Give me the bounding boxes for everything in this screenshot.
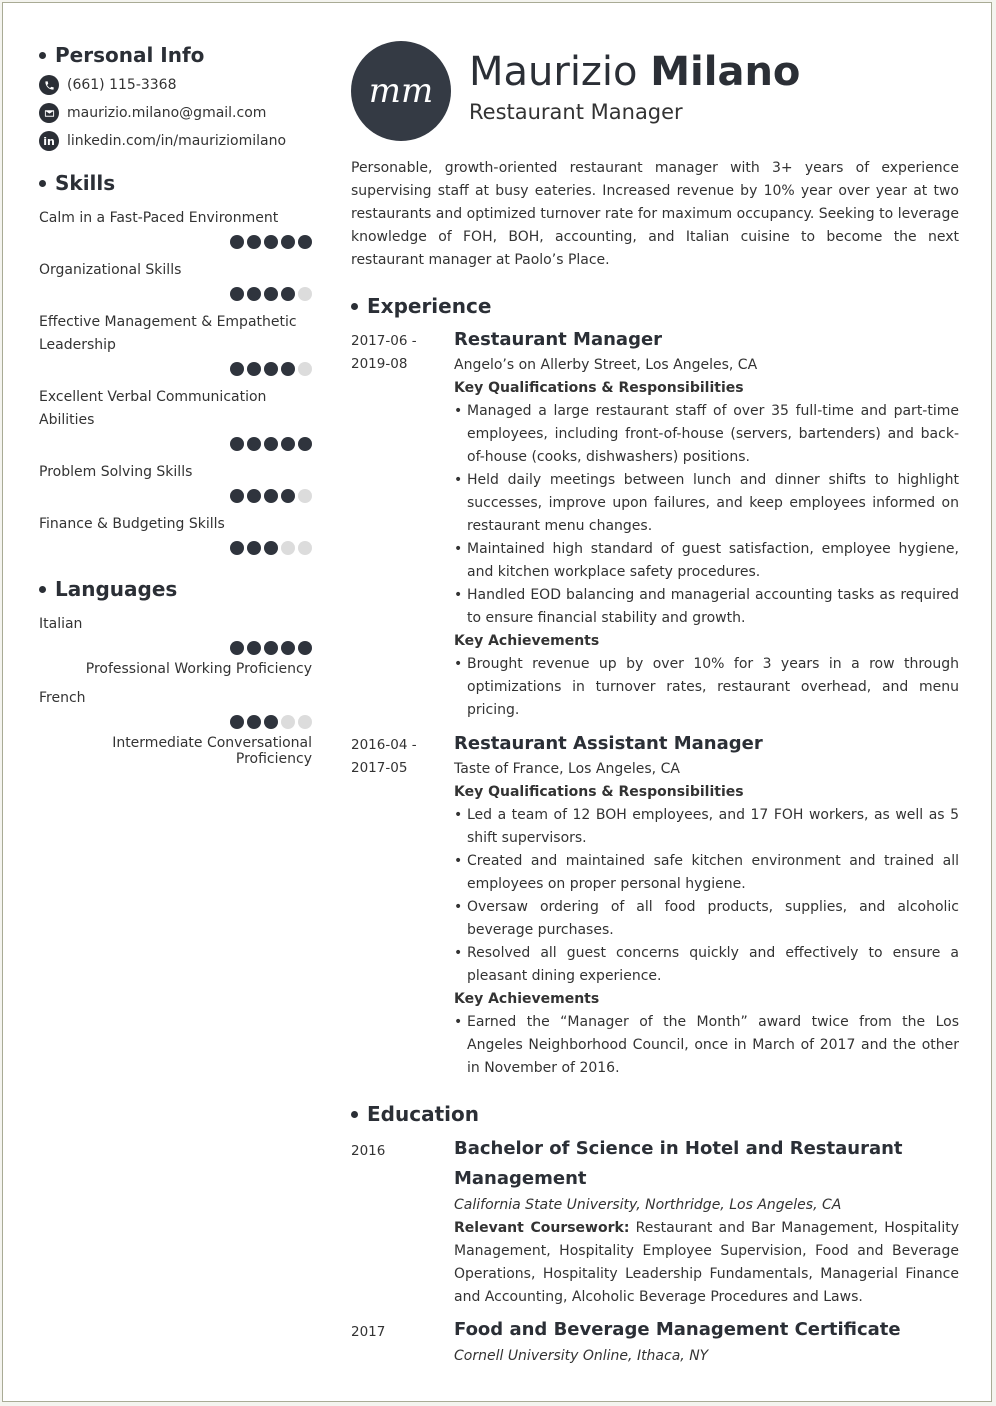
phone-icon [39, 75, 59, 95]
responsibility-item: • Resolved all guest concerns quickly and effectively to ensure a pleasant dining experience. [454, 942, 959, 988]
language-proficiency: Intermediate Conversational Proficiency [112, 735, 312, 767]
language-proficiency: Professional Working Proficiency [85, 661, 312, 677]
degree-title: Bachelor of Science in Hotel and Restaurant Management [454, 1138, 903, 1189]
education-entry [351, 1140, 959, 1309]
rating-dot-empty [281, 541, 295, 555]
rating-dot-filled [298, 235, 312, 249]
education-date: 2017 [351, 1324, 386, 1340]
experience-heading: Experience [351, 294, 959, 318]
rating-dot-filled [247, 489, 261, 503]
rating-dot-filled [247, 235, 261, 249]
experience-entry [351, 734, 959, 1080]
rating-dot-filled [264, 235, 278, 249]
rating-dot-empty [298, 489, 312, 503]
skills-heading: Skills [39, 171, 312, 195]
job-title: Restaurant Assistant Manager [454, 733, 763, 754]
rating-dot-filled [264, 641, 278, 655]
achievements-heading: Key Achievements [454, 991, 600, 1007]
skill-name: Finance & Budgeting Skills [39, 516, 225, 532]
experience-body [454, 734, 959, 1080]
job-title: Restaurant Manager [454, 329, 663, 350]
rating-dot-filled [247, 437, 261, 451]
rating-dot-empty [298, 715, 312, 729]
bullet-dot-icon [351, 303, 358, 310]
rating-dot-filled [230, 437, 244, 451]
rating-dot-filled [281, 362, 295, 376]
rating-dot-filled [298, 641, 312, 655]
rating-dots [39, 715, 312, 729]
skill-name: Excellent Verbal Communication Abilities [39, 389, 267, 428]
rating-dot-filled [230, 641, 244, 655]
institution-name: California State University, Northridge, Los Angeles, CA [454, 1197, 842, 1213]
rating-dot-filled [264, 362, 278, 376]
skill-name: Calm in a Fast-Paced Environment [39, 210, 279, 226]
responsibility-item: • Handled EOD balancing and managerial accounting tasks as required to ensure financial stability and growth. [454, 584, 959, 630]
rating-dots [39, 362, 312, 376]
personal-info-heading: Personal Info [39, 43, 312, 67]
rating-dot-empty [298, 541, 312, 555]
company-name: Taste of France, Los Angeles, CA [454, 761, 680, 777]
responsibility-item: • Held daily meetings between lunch and dinner shifts to highlight successes, improve upon failures, and keep employees informed on restaurant menu changes. [454, 469, 959, 538]
experience-date: 2017-06 - 2019-08 [351, 333, 417, 372]
coursework-label: Relevant Coursework: [454, 1220, 630, 1236]
rating-dot-filled [298, 437, 312, 451]
education-entry [351, 1321, 959, 1368]
rating-dot-filled [281, 489, 295, 503]
rating-dot-filled [281, 641, 295, 655]
job-role: Restaurant Manager [469, 100, 683, 124]
rating-dots [39, 287, 312, 301]
rating-dot-filled [230, 489, 244, 503]
rating-dot-filled [247, 362, 261, 376]
education-heading: Education [351, 1102, 959, 1126]
skill-item [39, 513, 312, 555]
rating-dot-filled [230, 715, 244, 729]
skill-item [39, 461, 312, 503]
languages-heading: Languages [39, 577, 312, 601]
bullet-dot-icon [39, 52, 46, 59]
skill-name: Problem Solving Skills [39, 464, 193, 480]
experience-list [351, 330, 959, 1080]
language-name: French [39, 690, 86, 706]
rating-dot-empty [298, 287, 312, 301]
skills-list [39, 207, 312, 555]
rating-dot-filled [230, 235, 244, 249]
rating-dot-filled [281, 235, 295, 249]
rating-dots [39, 641, 312, 655]
rating-dot-filled [264, 437, 278, 451]
language-item [39, 687, 312, 767]
rating-dot-filled [247, 541, 261, 555]
skill-item [39, 386, 312, 451]
linkedin-icon: in [39, 131, 59, 151]
language-name: Italian [39, 616, 83, 632]
skill-name: Organizational Skills [39, 262, 182, 278]
responsibility-item: • Created and maintained safe kitchen environment and trained all employees on proper personal hygiene. [454, 850, 959, 896]
full-name: Maurizio Milano [469, 49, 801, 95]
responsibility-item: • Oversaw ordering of all food products, supplies, and alcoholic beverage purchases. [454, 896, 959, 942]
contact-email[interactable]: maurizio.milano@gmail.com [39, 103, 312, 123]
achievements-list [454, 1011, 959, 1080]
skill-item [39, 311, 312, 376]
rating-dot-empty [298, 362, 312, 376]
responsibility-item: • Managed a large restaurant staff of over 35 full-time and part-time employees, including front-of-house (servers, bartenders) and back-of-house (cooks, dishwashers) positions. [454, 400, 959, 469]
bullet-dot-icon [39, 180, 46, 187]
rating-dots [39, 489, 312, 503]
rating-dot-filled [247, 287, 261, 301]
rating-dot-filled [281, 287, 295, 301]
experience-date: 2016-04 - 2017-05 [351, 737, 417, 776]
language-item [39, 613, 312, 677]
relevant-coursework [454, 1217, 959, 1309]
company-name: Angelo’s on Allerby Street, Los Angeles, CA [454, 357, 758, 373]
rating-dot-filled [264, 287, 278, 301]
institution-name: Cornell University Online, Ithaca, NY [454, 1348, 709, 1364]
rating-dot-empty [281, 715, 295, 729]
skill-item [39, 259, 312, 301]
degree-title: Food and Beverage Management Certificate [454, 1319, 901, 1340]
bullet-dot-icon [39, 586, 46, 593]
experience-section [351, 294, 959, 1080]
skill-item [39, 207, 312, 249]
rating-dot-filled [264, 715, 278, 729]
achievement-item: • Brought revenue up by over 10% for 3 years in a row through optimizations in turnover rates, restaurant overhead, and menu pricing. [454, 653, 959, 722]
responsibility-item: • Maintained high standard of guest satisfaction, employee hygiene, and kitchen workplace safety procedures. [454, 538, 959, 584]
education-date: 2016 [351, 1143, 386, 1159]
envelope-icon [39, 103, 59, 123]
experience-entry [351, 330, 959, 722]
achievement-item: • Earned the “Manager of the Month” award twice from the Los Angeles Neighborhood Council, once in March of 2017 and the other in November of 2016. [454, 1011, 959, 1080]
rating-dot-filled [230, 541, 244, 555]
achievements-list [454, 653, 959, 722]
education-body [454, 1321, 959, 1368]
rating-dots [39, 437, 312, 451]
responsibilities-list [454, 400, 959, 630]
resume-page [2, 2, 992, 1402]
education-body [454, 1140, 959, 1309]
contact-linkedin[interactable]: in linkedin.com/in/mauriziomilano [39, 131, 312, 151]
rating-dot-filled [247, 641, 261, 655]
rating-dot-filled [230, 362, 244, 376]
responsibilities-heading: Key Qualifications & Responsibilities [454, 380, 744, 396]
education-section [351, 1102, 959, 1368]
rating-dot-filled [230, 287, 244, 301]
rating-dots [39, 541, 312, 555]
contact-phone: (661) 115-3368 [39, 75, 312, 95]
responsibilities-list [454, 804, 959, 988]
sidebar [39, 43, 312, 767]
achievements-heading: Key Achievements [454, 633, 600, 649]
responsibilities-heading: Key Qualifications & Responsibilities [454, 784, 744, 800]
initials-avatar: mm [351, 41, 451, 141]
resume-header [351, 39, 959, 143]
skill-name: Effective Management & Empathetic Leadership [39, 314, 297, 353]
responsibility-item: • Led a team of 12 BOH employees, and 17 FOH workers, as well as 5 shift supervisors. [454, 804, 959, 850]
experience-body [454, 330, 959, 722]
bullet-dot-icon [351, 1111, 358, 1118]
main-content [351, 39, 959, 1368]
rating-dot-filled [264, 489, 278, 503]
rating-dot-filled [281, 437, 295, 451]
coursework-text: Restaurant and Bar Management, Hospitality Management, Hospitality Employee Supervision, Food and Beverage Operations, Hospitality Leadership Fundamentals, Managerial Finance and Accounting, Alcoholic Beverage Procedures and Laws. [454, 1220, 959, 1305]
rating-dot-filled [247, 715, 261, 729]
education-list [351, 1140, 959, 1368]
languages-list [39, 613, 312, 767]
rating-dot-filled [264, 541, 278, 555]
rating-dots [39, 235, 312, 249]
summary-paragraph: Personable, growth-oriented restaurant manager with 3+ years of experience supervising staff at busy eateries. Increased revenue by 10% year over year at two restaurants and optimized turnover rate for maximum occupancy. Seeking to leverage knowledge of FOH, BOH, accounting, and Italian cuisine to become the next restaurant manager at Paolo’s Place. [351, 160, 959, 268]
